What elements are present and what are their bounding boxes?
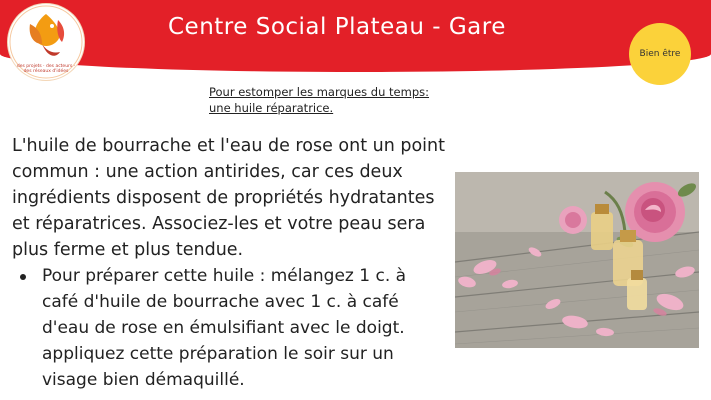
page-title: Centre Social Plateau - Gare — [168, 14, 506, 40]
category-badge — [629, 23, 691, 85]
list-item-line: appliquez cette préparation le soir sur un — [42, 344, 394, 364]
paragraph-line: plus ferme et plus tendue. — [12, 240, 244, 260]
badge-label: Bien être — [639, 49, 681, 59]
paragraph-line: ingrédients disposent de propriétés hydratantes — [12, 188, 435, 208]
bullet-icon — [20, 274, 26, 280]
header-banner — [0, 0, 711, 72]
subtitle-line: une huile réparatrice. — [209, 101, 334, 115]
section-subtitle — [209, 84, 469, 116]
list-item-line: visage bien démaquillé. — [42, 370, 245, 390]
list-item — [12, 263, 462, 393]
list-item-line: d'eau de rose en émulsifiant avec le doigt. — [42, 318, 405, 338]
rose-and-oil-bottles-illustration — [455, 172, 699, 348]
paragraph-line: et réparatrices. Associez-les et votre peau sera — [12, 214, 426, 234]
paragraph-line: commun : une action antirides, car ces deux — [12, 162, 403, 182]
subtitle-line: Pour estomper les marques du temps: — [209, 85, 430, 99]
list-item-line: Pour préparer cette huile : mélangez 1 c. à — [42, 266, 407, 286]
organization-logo — [8, 4, 84, 80]
rose-oil-photo — [455, 172, 699, 348]
paragraph-line: L'huile de bourrache et l'eau de rose ont un point — [12, 136, 445, 156]
logo-caption: des projets · des acteurs · des réseaux d'idées — [16, 64, 76, 74]
instructions-list — [12, 263, 462, 393]
list-item-line: café d'huile de bourrache avec 1 c. à café — [42, 292, 399, 312]
intro-paragraph — [12, 133, 472, 263]
